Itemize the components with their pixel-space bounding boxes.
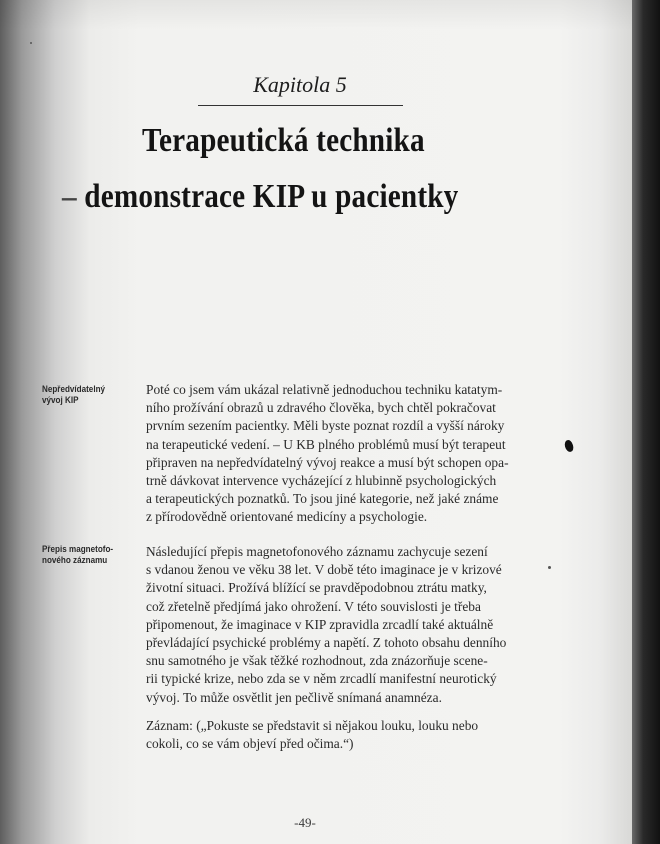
text-line: cokoli, co se vám objeví před očima.“): [146, 736, 354, 752]
paragraph-record: [146, 717, 541, 753]
sidenote-line: Nepředvídatelný: [42, 384, 106, 394]
text-line: rii typické krize, nebo zda se v něm zrcadlí manifestní neurotický: [146, 671, 497, 687]
text-line: Záznam: („Pokuste se představit si nějakou louku, louku nebo: [146, 718, 479, 733]
text-line: na terapeutické vedení. – U KB plného problémů musí být terapeut: [146, 436, 506, 452]
title-dash: –: [62, 178, 77, 215]
page-top-shadow: [0, 0, 632, 30]
page-number: -49-: [294, 815, 316, 830]
paragraph-intro: [146, 381, 541, 527]
speck-icon: [30, 42, 32, 44]
text-line: Poté co jsem vám ukázal relativně jednoduchou techniku katatym-: [146, 382, 503, 397]
title-line-2: [62, 178, 509, 216]
sidenote-line: vývoj KIP: [42, 395, 79, 405]
text-line: což zřetelně předjímá jako ohrožení. V této souvislosti je třeba: [146, 598, 481, 614]
text-line: s vdanou ženou ve věku 38 let. V době této imaginace je v krizové: [146, 562, 502, 578]
text-line: převládající psychické problémy a napětí. Z tohoto obsahu denního: [146, 635, 507, 651]
ink-blot-icon: [564, 439, 575, 453]
text-line: prvním sezením pacientky. Měli byste poznat rozdíl a vyšší nároky: [146, 418, 505, 434]
text-line: trně dávkovat intervence vycházející z hlubinně psychologických: [146, 473, 497, 489]
text-line: snu samotného je však těžké rozhodnout, zda znázorňuje scene-: [146, 653, 488, 669]
text-line: vývoj. To může osvětlit jen pečlivě snímaná anamnéza.: [146, 689, 442, 705]
text-line: připomenout, že imaginace v KIP zpravidla zrcadlí také aktuálně: [146, 616, 494, 632]
sidenote-transcript: [42, 544, 121, 566]
sidenote-line: nového záznamu: [42, 555, 108, 565]
page-edge-shadow: [632, 0, 660, 844]
sidenote-line: Přepis magnetofo-: [42, 544, 114, 554]
text-line: Následující přepis magnetofonového záznamu zachycuje sezení: [146, 544, 488, 559]
text-line: ního prožívání obrazů u zdravého člověka, bych chtěl pokračovat: [146, 400, 496, 416]
chapter-label: Kapitola 5: [253, 72, 347, 97]
title-line-2-text: demonstrace KIP u pacientky: [84, 178, 459, 215]
speck-icon: [548, 566, 551, 569]
paragraph-transcript: [146, 543, 541, 707]
text-line: připraven na nepředvídatelný vývoj reakce a musí být schopen opa-: [146, 454, 509, 470]
text-line: z přírodovědně orientované medicíny a psychologie.: [146, 509, 428, 525]
text-line: životní situaci. Prožívá blížící se pravděpodobnou ztrátu matky,: [146, 580, 487, 596]
text-line: a terapeutických poznatků. To jsou jiné kategorie, než jaké známe: [146, 491, 499, 507]
sidenote-unpredictable: [42, 384, 121, 406]
chapter-rule: [198, 105, 403, 106]
title-line-1: Terapeutická technika: [142, 122, 425, 159]
